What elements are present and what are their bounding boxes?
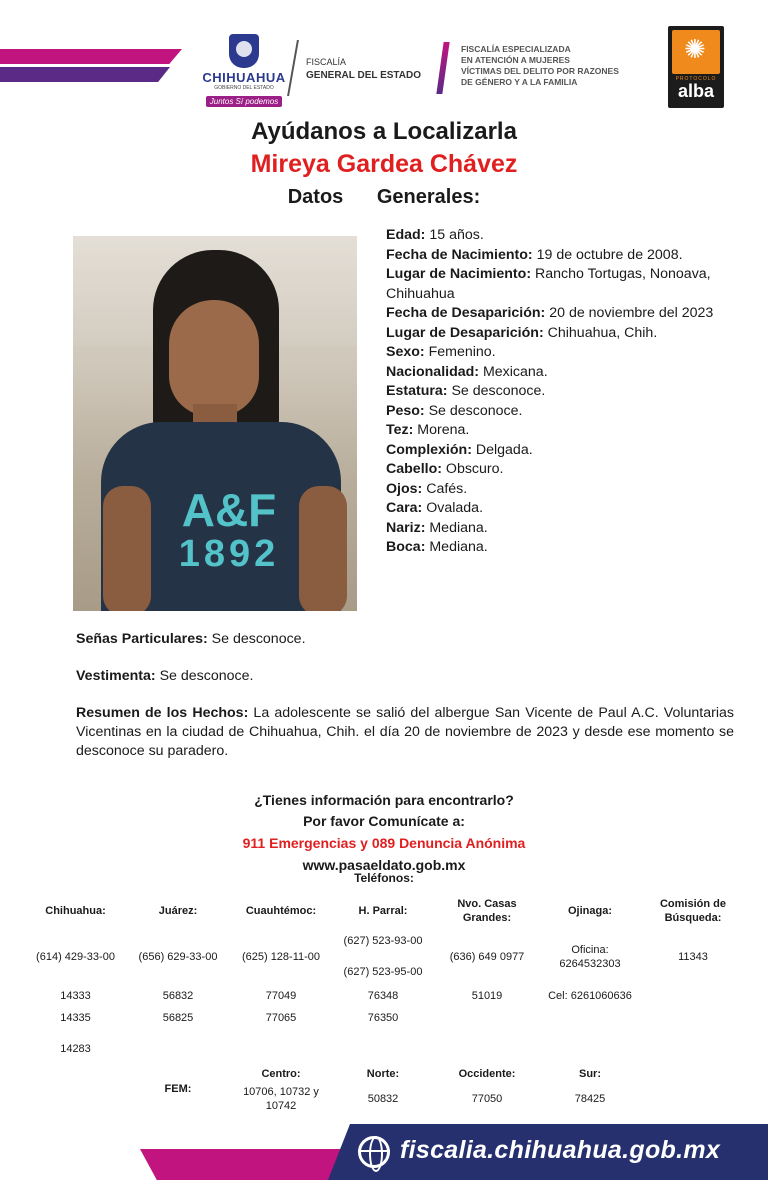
phone-ext: 56832 (162, 990, 194, 1002)
fem-line: DE GÉNERO Y A LA FAMILIA (461, 77, 578, 87)
fge-line1: FISCALÍA (306, 57, 347, 67)
phone-header: Cuauhtémoc: (245, 905, 317, 917)
phone-header: H. Parral: (358, 905, 408, 917)
resumen-hechos: Resumen de los Hechos: La adolescente se salió del albergue San Vicente de Paul A.C. Voluntarias Vicentinas en la ciudad de Chihuahua, Chih. el día 20 de noviembre de 2023 y desde ese momento se desconoce su paradero. (76, 705, 734, 759)
phone-ext: Cel: 6261060636 (548, 990, 632, 1002)
detail-item: Peso: Se desconoce. (386, 402, 523, 419)
phone-number: (656) 629-33-00 (138, 951, 218, 963)
alba-protocol: PROTOCOLO (675, 76, 717, 82)
missing-person-photo (73, 236, 357, 611)
website-link[interactable]: www.pasaeldato.gob.mx (302, 857, 466, 873)
figure-icon: ✺ (684, 34, 706, 64)
phone-number: 11343 (678, 951, 708, 963)
fem-value: 50832 (367, 1093, 399, 1105)
emergency-numbers: 911 Emergencias y 089 Denuncia Anónima (242, 835, 526, 851)
alba-word: alba (677, 81, 715, 101)
fem-value: 78425 (574, 1093, 606, 1105)
detail-item: Edad: 15 años. (386, 227, 484, 243)
datos-title: Datos Generales: (287, 186, 481, 208)
detail-item: Fecha de Desaparición: 20 de noviembre del 2023 (386, 305, 714, 321)
fge-line2: GENERAL DEL ESTADO (306, 70, 422, 81)
fem-header: Norte: (366, 1068, 400, 1080)
shirt-print-line1: A&F (181, 484, 277, 536)
footer-url[interactable]: fiscalia.chihuahua.gob.mx (400, 1136, 721, 1164)
phone-number: (627) 523-95-00 (343, 966, 423, 978)
detail-item: Sexo: Femenino. (386, 344, 496, 360)
fem-label (461, 44, 619, 88)
phone-ext: 56825 (162, 1012, 194, 1024)
detail-item: Nariz: Mediana. (386, 519, 488, 536)
phone-header: Juárez: (158, 905, 198, 917)
fem-line: FISCALÍA ESPECIALIZADA (461, 44, 571, 54)
fem-value: 10706, 10732 y 10742 (243, 1086, 319, 1112)
alba-logo (668, 26, 724, 108)
detail-item: Estatura: Se desconoce. (386, 383, 546, 399)
vestimenta: Vestimenta: Se desconoce. (76, 668, 254, 684)
phone-number: (625) 128-11-00 (241, 951, 321, 963)
phone-ext: 51019 (471, 990, 503, 1002)
phone-number: (636) 649 0977 (449, 951, 525, 963)
details-list (386, 226, 716, 558)
phone-number: (614) 429-33-00 (36, 951, 115, 963)
phone-ext: 77049 (265, 990, 297, 1002)
detail-item: Ojos: Cafés. (386, 480, 468, 497)
contact-question: ¿Tienes información para encontrarlo? (254, 792, 514, 808)
detail-item: Nacionalidad: Mexicana. (386, 363, 548, 380)
contact-please: Por favor Comunícate a: (303, 813, 465, 829)
photo-arm (103, 486, 151, 611)
phone-header: Comisión de Búsqueda: (659, 898, 726, 924)
chihuahua-sub: GOBIERNO DEL ESTADO (214, 85, 274, 91)
detail-item: Boca: Mediana. (386, 539, 488, 555)
chihuahua-badge: Juntos Sí podemos (206, 96, 282, 107)
phone-header: Ojinaga: (567, 905, 612, 917)
pink-stripe (0, 49, 182, 64)
detail-item: Lugar de Nacimiento: Rancho Tortugas, Nonoava, Chihuahua (386, 266, 711, 302)
fem-line: VÍCTIMAS DEL DELITO POR RAZONES (461, 66, 619, 76)
phone-number: Oficina: 6264532303 (559, 944, 621, 970)
fem-bar (436, 42, 449, 94)
detail-item: Tez: Morena. (386, 422, 470, 438)
page-title: Ayúdanos a Localizarla (251, 118, 517, 145)
globe-icon (358, 1136, 390, 1168)
phone-ext: 14333 (60, 990, 91, 1002)
phone-ext: 14335 (60, 1012, 91, 1024)
detail-item: Lugar de Desaparición: Chihuahua, Chih. (386, 324, 658, 341)
fge-label (306, 56, 421, 82)
photo-face (169, 300, 259, 416)
fem-header: Occidente: (458, 1068, 516, 1080)
missing-person-name: Mireya Gardea Chávez (250, 150, 518, 178)
header (0, 0, 768, 112)
phone-ext: 76350 (367, 1012, 399, 1024)
chihuahua-logo (198, 34, 290, 104)
detail-item: Fecha de Nacimiento: 19 de octubre de 2008. (386, 246, 683, 263)
shirt-print-line2: 1892 (178, 533, 280, 575)
phones-title: Teléfonos: (354, 871, 414, 885)
fem-label: FEM: (164, 1083, 192, 1095)
footer-pink-stripe (140, 1149, 350, 1180)
phone-ext: 77065 (265, 1012, 297, 1024)
shield-icon (229, 34, 259, 68)
phone-number: (627) 523-93-00 (343, 935, 423, 947)
phone-ext: 14283 (60, 1043, 91, 1055)
photo-arm (299, 486, 347, 611)
detail-item: Cabello: Obscuro. (386, 461, 504, 477)
fem-value: 77050 (471, 1093, 503, 1105)
purple-stripe (0, 67, 170, 82)
senas-particulares: Señas Particulares: Se desconoce. (76, 631, 306, 647)
phone-header: Chihuahua: (45, 905, 106, 917)
detail-item: Complexión: Delgada. (386, 441, 533, 458)
phone-ext: 76348 (367, 990, 399, 1002)
shirt-print (169, 484, 289, 576)
detail-item: Cara: Ovalada. (386, 500, 484, 516)
fem-header: Sur: (579, 1068, 601, 1080)
fem-line: EN ATENCIÓN A MUJERES (461, 55, 570, 65)
fem-header: Centro: (261, 1068, 301, 1080)
chihuahua-name: CHIHUAHUA (202, 70, 286, 85)
phone-header: Nvo. Casas Grandes: (457, 898, 517, 924)
footer (0, 1124, 768, 1180)
